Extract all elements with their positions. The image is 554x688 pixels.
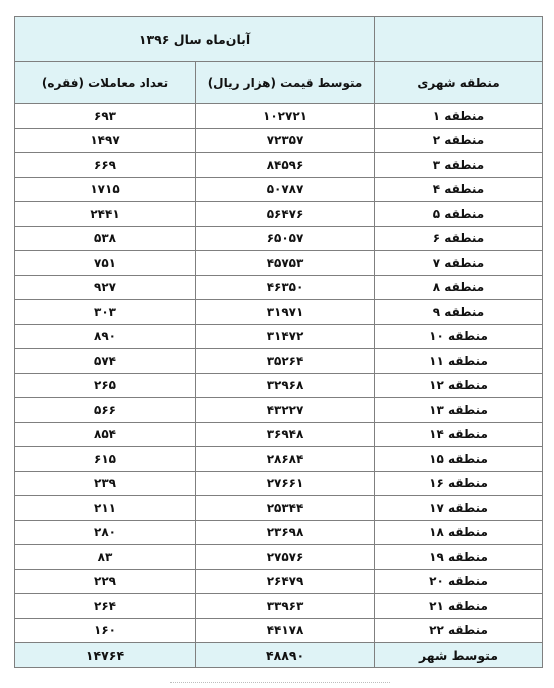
avg-price-cell: ۲۳۶۹۸ [196,520,375,545]
avg-price-cell: ۴۳۲۲۷ [196,398,375,423]
city-total-transactions: ۱۴۷۶۴ [15,643,196,668]
table-row [15,545,543,570]
district-cell: منطقه ۱۸ [375,520,543,545]
avg-price-cell: ۲۸۶۸۴ [196,447,375,472]
district-cell: منطقه ۷ [375,251,543,276]
table-row [15,569,543,594]
avg-price-cell: ۷۲۳۵۷ [196,128,375,153]
district-cell: منطقه ۱۵ [375,447,543,472]
avg-price-cell: ۲۷۵۷۶ [196,545,375,570]
transactions-cell: ۷۵۱ [15,251,196,276]
transactions-cell: ۲۴۴۱ [15,202,196,227]
transactions-cell: ۲۲۹ [15,569,196,594]
district-cell: منطقه ۱۳ [375,398,543,423]
district-cell: منطقه ۳ [375,153,543,178]
district-cell: منطقه ۸ [375,275,543,300]
avg-price-cell: ۴۵۷۵۳ [196,251,375,276]
district-cell: منطقه ۱۷ [375,496,543,521]
transactions-cell: ۵۳۸ [15,226,196,251]
district-cell: منطقه ۹ [375,300,543,325]
city-average-label: متوسط شهر [375,643,543,668]
table-row [15,373,543,398]
district-cell: منطقه ۲۰ [375,569,543,594]
district-cell: منطقه ۱ [375,104,543,129]
avg-price-cell: ۴۶۳۵۰ [196,275,375,300]
avg-price-cell: ۱۰۲۷۲۱ [196,104,375,129]
city-average-price: ۴۸۸۹۰ [196,643,375,668]
transactions-cell: ۵۷۴ [15,349,196,374]
table-row [15,422,543,447]
transactions-cell: ۶۹۳ [15,104,196,129]
table-row [15,153,543,178]
avg-price-cell: ۸۴۵۹۶ [196,153,375,178]
district-cell: منطقه ۱۹ [375,545,543,570]
transactions-cell: ۲۱۱ [15,496,196,521]
period-header-row [15,17,543,62]
table-row [15,300,543,325]
district-cell: منطقه ۲۱ [375,594,543,619]
avg-price-cell: ۵۶۴۷۶ [196,202,375,227]
avg-price-cell: ۳۵۲۶۴ [196,349,375,374]
blank-header-cell [375,17,543,62]
district-cell: منطقه ۱۶ [375,471,543,496]
table-row [15,618,543,643]
transactions-cell: ۸۳ [15,545,196,570]
table-row [15,520,543,545]
page-footer-line [170,682,390,688]
avg-price-cell: ۲۷۶۶۱ [196,471,375,496]
avg-price-cell: ۳۶۹۴۸ [196,422,375,447]
city-average-row [15,643,543,668]
transactions-cell: ۵۶۶ [15,398,196,423]
table-row [15,594,543,619]
table-row [15,177,543,202]
avg-price-cell: ۴۴۱۷۸ [196,618,375,643]
transactions-cell: ۲۳۹ [15,471,196,496]
housing-price-table [14,16,543,668]
table-row [15,398,543,423]
transactions-cell: ۱۷۱۵ [15,177,196,202]
table-row [15,251,543,276]
avg-price-column-header: متوسط قیمت (هزار ریال) [196,62,375,104]
table-row [15,128,543,153]
transactions-cell: ۶۱۵ [15,447,196,472]
district-cell: منطقه ۲۲ [375,618,543,643]
table-row [15,275,543,300]
avg-price-cell: ۳۳۹۶۳ [196,594,375,619]
avg-price-cell: ۲۵۳۴۴ [196,496,375,521]
table-row [15,349,543,374]
district-cell: منطقه ۱۱ [375,349,543,374]
table-row [15,226,543,251]
table-row [15,471,543,496]
transactions-cell: ۱۶۰ [15,618,196,643]
avg-price-cell: ۶۵۰۵۷ [196,226,375,251]
district-cell: منطقه ۵ [375,202,543,227]
avg-price-cell: ۳۱۴۷۲ [196,324,375,349]
district-cell: منطقه ۲ [375,128,543,153]
transactions-cell: ۶۶۹ [15,153,196,178]
district-cell: منطقه ۱۰ [375,324,543,349]
transactions-cell: ۲۶۴ [15,594,196,619]
transactions-cell: ۲۶۵ [15,373,196,398]
district-column-header: منطقه شهری [375,62,543,104]
table-row [15,202,543,227]
transactions-cell: ۲۸۰ [15,520,196,545]
transactions-cell: ۸۹۰ [15,324,196,349]
table-row [15,324,543,349]
district-cell: منطقه ۶ [375,226,543,251]
transactions-cell: ۹۲۷ [15,275,196,300]
transactions-cell: ۱۴۹۷ [15,128,196,153]
table-row [15,447,543,472]
district-cell: منطقه ۴ [375,177,543,202]
district-cell: منطقه ۱۴ [375,422,543,447]
avg-price-cell: ۳۲۹۶۸ [196,373,375,398]
table-row [15,496,543,521]
column-header-row [15,62,543,104]
avg-price-cell: ۵۰۷۸۷ [196,177,375,202]
transactions-cell: ۳۰۳ [15,300,196,325]
transactions-column-header: تعداد معاملات (فقره) [15,62,196,104]
district-cell: منطقه ۱۲ [375,373,543,398]
transactions-cell: ۸۵۴ [15,422,196,447]
avg-price-cell: ۳۱۹۷۱ [196,300,375,325]
period-title: آبان‌ماه سال ۱۳۹۶ [15,17,375,62]
table-row [15,104,543,129]
avg-price-cell: ۲۶۴۷۹ [196,569,375,594]
